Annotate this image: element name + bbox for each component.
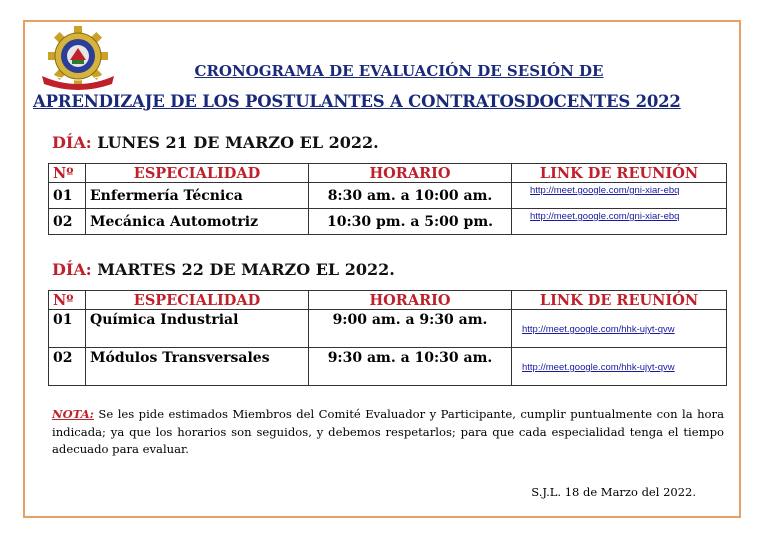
row-especialidad: Módulos Transversales <box>86 348 309 386</box>
meeting-link[interactable]: http://meet.google.com/hhk-ujyt-qvw <box>512 310 727 348</box>
table-row <box>49 348 727 386</box>
row-num: 02 <box>49 209 86 235</box>
row-especialidad: Mecánica Automotriz <box>86 209 309 235</box>
day2-date: MARTES 22 DE MARZO EL 2022. <box>91 260 395 279</box>
institution-logo <box>38 26 118 90</box>
document-title-line1: CRONOGRAMA DE EVALUACIÓN DE SESIÓN DE <box>194 62 604 80</box>
row-horario: 9:00 am. a 9:30 am. <box>309 310 512 348</box>
row-especialidad: Química Industrial <box>86 310 309 348</box>
row-num: 01 <box>49 310 86 348</box>
table-row <box>49 209 727 235</box>
col-num-header: Nº <box>49 291 86 310</box>
table-header-row <box>49 164 727 183</box>
col-especialidad-header: ESPECIALIDAD <box>86 164 309 183</box>
schedule-table-day2 <box>48 290 727 386</box>
signature-date: S.J.L. 18 de Marzo del 2022. <box>531 485 696 499</box>
row-especialidad: Enfermería Técnica <box>86 183 309 209</box>
day2-label: DÍA: <box>52 260 92 279</box>
row-num: 02 <box>49 348 86 386</box>
gear-seal-icon <box>38 26 118 90</box>
schedule-table-day1 <box>48 163 727 235</box>
note-paragraph <box>52 406 724 459</box>
table-header-row <box>49 291 727 310</box>
col-link-header: LINK DE REUNIÓN <box>512 164 727 183</box>
document-title-line2: APRENDIZAJE DE LOS POSTULANTES A CONTRATOSDOCENTES 2022 <box>33 92 681 111</box>
col-horario-header: HORARIO <box>309 164 512 183</box>
table-row <box>49 183 727 209</box>
meeting-link[interactable]: http://meet.google.com/gni-xiar-ebq <box>512 209 727 235</box>
row-horario: 9:30 am. a 10:30 am. <box>309 348 512 386</box>
row-horario: 10:30 pm. a 5:00 pm. <box>309 209 512 235</box>
col-horario-header: HORARIO <box>309 291 512 310</box>
note-label: NOTA: <box>52 407 94 421</box>
meeting-link[interactable]: http://meet.google.com/gni-xiar-ebq <box>512 183 727 209</box>
col-especialidad-header: ESPECIALIDAD <box>86 291 309 310</box>
day2-heading <box>52 260 395 279</box>
note-text: Se les pide estimados Miembros del Comité Evaluador y Participante, cumplir puntualmente con la hora indicada; ya que los horarios son seguidos, y debemos respetarlos; para que cada especialidad tenga el tiempo adecuado para evaluar. <box>52 407 724 456</box>
day1-heading <box>52 133 379 152</box>
day1-label: DÍA: <box>52 133 92 152</box>
row-horario: 8:30 am. a 10:00 am. <box>309 183 512 209</box>
row-num: 01 <box>49 183 86 209</box>
meeting-link[interactable]: http://meet.google.com/hhk-ujyt-qvw <box>512 348 727 386</box>
col-link-header: LINK DE REUNIÓN <box>512 291 727 310</box>
col-num-header: Nº <box>49 164 86 183</box>
day1-date: LUNES 21 DE MARZO EL 2022. <box>91 133 379 152</box>
table-row <box>49 310 727 348</box>
